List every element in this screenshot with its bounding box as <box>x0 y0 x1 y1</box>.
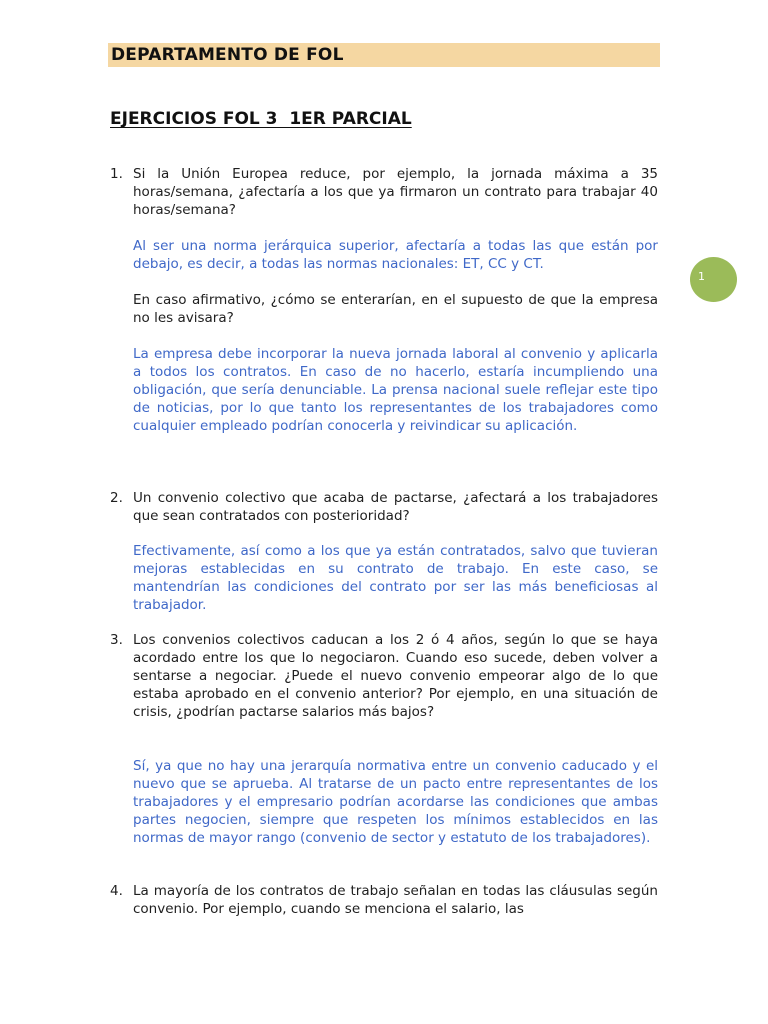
answer-3: Sí, ya que no hay una jerarquía normativa entre un convenio caducado y el nuevo que se aprueba. Al tratarse de un pacto entre representantes de los trabajadores y el empresario podrían acordarse las condiciones que ambas partes negocien, siempre que respeten los mínimos establecidos en las normas de mayor rango (convenio de sector y estatuto de los trabajadores). <box>133 758 658 846</box>
answer-2: Efectivamente, así como a los que ya están contratados, salvo que tuvieran mejoras establecidas en su contrato de trabajo. En este caso, se mantendrían las condiciones del contrato por ser las más beneficiosas al trabajador. <box>133 543 658 613</box>
department-header: DEPARTAMENTO DE FOL <box>111 45 344 65</box>
followup-answer-1: La empresa debe incorporar la nueva jornada laboral al convenio y aplicarla a todos los contratos. En caso de no hacerlo, estaría incumpliendo una obligación, que sería denunciable. La prensa nacional suele reflejar este tipo de noticias, por lo que tanto los representantes de los trabajadores como cualquier empleado podrían conocerla y reivindicar su aplicación. <box>133 346 658 434</box>
item-number-1: 1. <box>110 166 123 182</box>
item-number-4: 4. <box>110 883 123 899</box>
answer-1: Al ser una norma jerárquica superior, afectaría a todas las que están por debajo, es decir, a todas las normas nacionales: ET, CC y CT. <box>133 238 658 272</box>
question-3: Los convenios colectivos caducan a los 2 ó 4 años, según lo que se haya acordado entre los que lo negociaron. Cuando eso sucede, deben volver a sentarse a negociar. ¿Puede el nuevo convenio empeorar algo de lo que estaba aprobado en el convenio anterior? Por ejemplo, en una situación de crisis, ¿podrían pactarse salarios más bajos? <box>133 632 658 720</box>
document-title: EJERCICIOS FOL 3 1ER PARCIAL <box>110 109 412 129</box>
question-1: Si la Unión Europea reduce, por ejemplo, la jornada máxima a 35 horas/semana, ¿afectaría a los que ya firmaron un contrato para trabajar 40 horas/semana? <box>133 166 658 218</box>
question-2: Un convenio colectivo que acaba de pactarse, ¿afectará a los trabajadores que sean contratados con posterioridad? <box>133 490 658 524</box>
page-number: 1 <box>698 270 705 283</box>
followup-question-1: En caso afirmativo, ¿cómo se enterarían, en el supuesto de que la empresa no les avisara? <box>133 292 658 326</box>
question-4: La mayoría de los contratos de trabajo señalan en todas las cláusulas según convenio. Por ejemplo, cuando se menciona el salario, las <box>133 883 658 917</box>
item-number-2: 2. <box>110 490 123 506</box>
item-number-3: 3. <box>110 632 123 648</box>
